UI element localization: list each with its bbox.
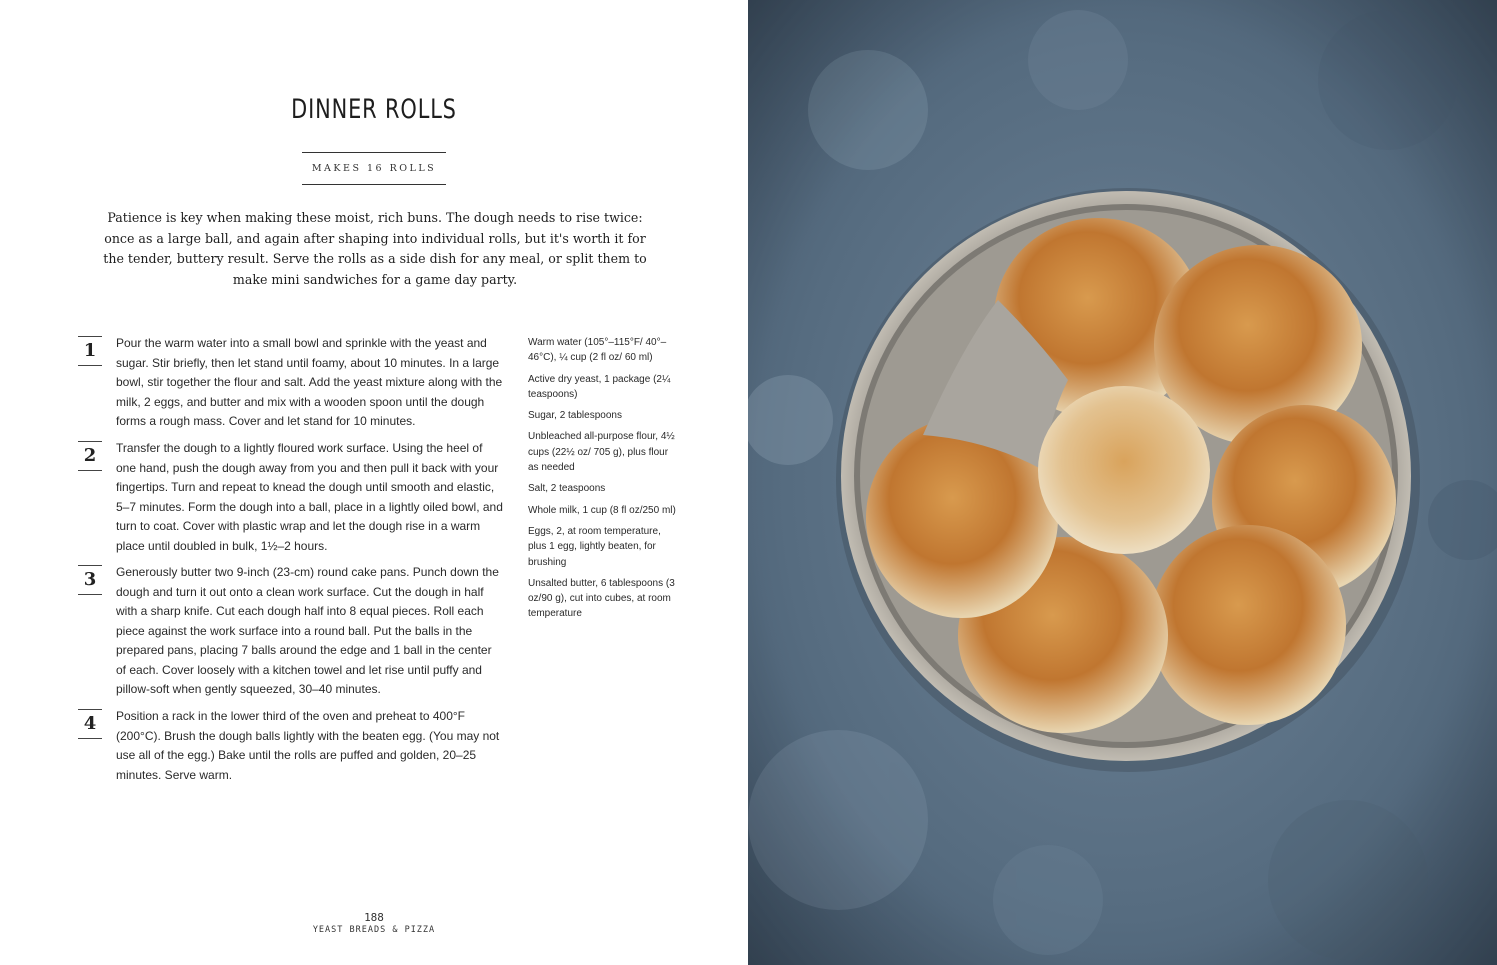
photo-vignette xyxy=(748,0,1497,965)
dinner-rolls-photo xyxy=(748,0,1497,965)
ingredient-item: Salt, 2 teaspoons xyxy=(528,483,606,495)
ingredient-item: Eggs, 2, at room temperature, plus 1 egg, lightly beaten, for brushing xyxy=(528,525,661,568)
ingredient-item: Warm water (105°–115°F/ 40°–46°C), ¼ cup (2 fl oz/ 60 ml) xyxy=(528,337,667,364)
step-text: Pour the warm water into a small bowl and sprinkle with the yeast and sugar. Stir briefly, then let stand until foamy, about 10 minutes. In a large bowl, stir together the flour and salt. Add the yeast mixture along with the milk, 2 eggs, and butter and mix with a wooden spoon until the dough forms a rough mass. Cover and let stand for 10 minutes. xyxy=(116,336,503,428)
section-name: YEAST BREADS & PIZZA xyxy=(312,925,436,935)
recipe-intro: Patience is key when making these moist, rich buns. The dough needs to rise twice: once as a large ball, and again after shaping into individual rolls, but it's worth it for the tender, buttery result. Serve the rolls as a side dish for any meal, or split them to make mini sandwiches for a game day party. xyxy=(103,210,647,287)
step-number: 1 xyxy=(78,336,102,366)
step-number: 3 xyxy=(78,565,102,595)
yield-box xyxy=(302,152,446,185)
ingredient-item: Sugar, 2 tablespoons xyxy=(528,410,622,422)
page-footer xyxy=(0,911,748,937)
step-number: 2 xyxy=(78,441,102,471)
recipe-yield: MAKES 16 ROLLS xyxy=(311,163,437,174)
step-text: Transfer the dough to a lightly floured work surface. Using the heel of one hand, push the dough away from you and then pull it back with your fingertips. Turn and repeat to knead the dough until smooth and elastic, 5–7 minutes. Form the dough into a ball, place in a lightly oiled bowl, and turn to coat. Cover with plastic wrap and let the dough rise in a warm place until doubled in bulk, 1½–2 hours. xyxy=(116,441,503,553)
recipe-title: DINNER ROLLS xyxy=(291,94,457,125)
ingredient-item: Active dry yeast, 1 package (2¼ teaspoons) xyxy=(528,373,671,400)
ingredient-list xyxy=(528,335,678,628)
recipe-page xyxy=(0,0,748,965)
photo-page xyxy=(748,0,1497,965)
page-number: 188 xyxy=(364,911,384,924)
step-text: Position a rack in the lower third of the oven and preheat to 400°F (200°C). Brush the dough balls lightly with the beaten egg. (You may not use all of the egg.) Bake until the rolls are puffed and golden, 20–25 minutes. Serve warm. xyxy=(116,709,500,782)
step-text: Generously butter two 9-inch (23-cm) round cake pans. Punch down the dough and turn it out onto a clean work surface. Cut the dough in half with a sharp knife. Cut each dough half into 8 equal pieces. Roll each piece against the work surface into a round ball. Put the balls in the prepared pans, placing 7 balls around the edge and 1 ball in the center of each. Cover loosely with a kitchen towel and let rise until puffy and pillow-soft when gently squeezed, 30–40 minutes. xyxy=(116,565,499,696)
step-number: 4 xyxy=(78,709,102,739)
ingredient-item: Whole milk, 1 cup (8 fl oz/250 ml) xyxy=(528,504,676,516)
ingredient-item: Unbleached all-purpose flour, 4½ cups (22½ oz/ 705 g), plus flour as needed xyxy=(528,431,675,474)
ingredient-item: Unsalted butter, 6 tablespoons (3 oz/90 g), cut into cubes, at room temperature xyxy=(528,577,675,620)
